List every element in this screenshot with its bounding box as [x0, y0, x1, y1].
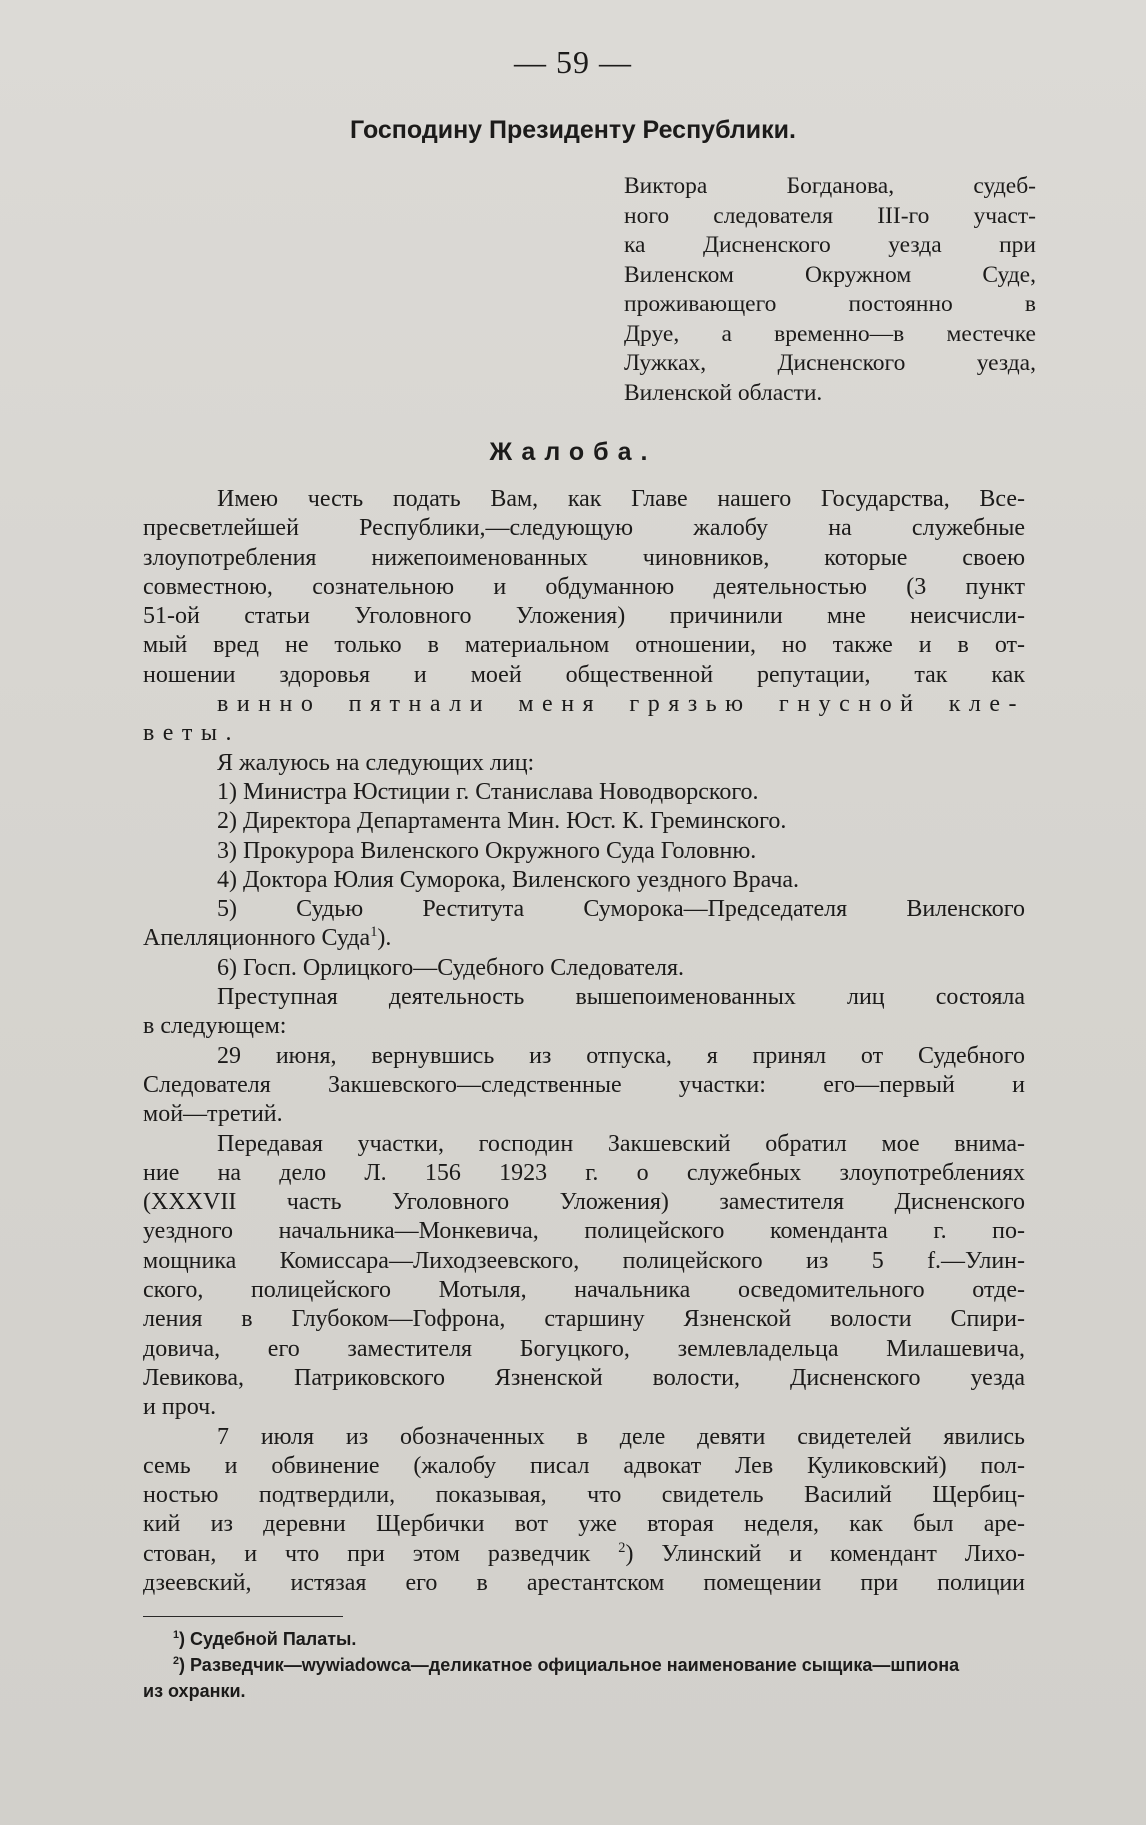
- body-line-part: стован, и что при этом разведчик: [143, 1540, 591, 1567]
- sender-block: [624, 172, 1036, 408]
- body-line: мой—третий.: [143, 1101, 283, 1128]
- footnote-mark: 1: [173, 1629, 180, 1641]
- footnote-text: Разведчик—wywiadowca—деликатное официальное наименование сыщика—шпиона: [190, 1655, 960, 1675]
- footnote-mark: 2: [173, 1655, 180, 1667]
- body-line: мый вред не только в материальном отношении, но также и в от-: [143, 632, 1025, 659]
- body-line: (XXXVII часть Уголовного Уложения) заместителя Дисненского: [143, 1189, 1025, 1216]
- body-line: дзеевский, истязая его в арестантском помещении при полиции: [143, 1569, 1025, 1596]
- body-line: мощника Комиссара—Лиходзеевского, полицейского из 5 f.—Улин-: [143, 1247, 1025, 1274]
- footnotes: [143, 1626, 1025, 1704]
- body-line: в следующем:: [143, 1013, 287, 1040]
- body-line: ностью подтвердили, показывая, что свидетель Василий Щербиц-: [143, 1482, 1025, 1509]
- footnote-2: $^2$) Разведчик—wywiadowca—деликатное официальное наименование сыщика—шпиона: [173, 1655, 960, 1675]
- body-line: и проч.: [143, 1394, 217, 1421]
- body-line: 29 июня, вернувшись из отпуска, я принял от Судебного: [217, 1042, 1025, 1069]
- sender-line: Виленской области.: [624, 379, 823, 406]
- body-line-part: Улинский и комендант Лихо-: [661, 1540, 1025, 1567]
- sender-line: ка Дисненского уезда при: [624, 232, 1036, 258]
- body-line: ние на дело Л. 156 1923 г. о служебных злоупотреблениях: [143, 1159, 1025, 1186]
- complaint-body: [143, 485, 1025, 1598]
- accused-item: 2) Директора Департамента Мин. Юст. К. Греминского.: [217, 808, 787, 835]
- body-line: Преступная деятельность вышепоименованных лиц состояла: [217, 984, 1025, 1011]
- body-line: довича, его заместителя Богуцкого, землевладельца Милашевича,: [143, 1335, 1025, 1362]
- body-line: Следователя Закшевского—следственные участки: его—первый и: [143, 1071, 1025, 1098]
- accused-item: 3) Прокурора Виленского Окружного Суда Головню.: [217, 837, 757, 864]
- sender-line: ного следователя III-го участ-: [624, 202, 1036, 229]
- body-line: веты.: [143, 720, 240, 747]
- body-line: ского, полицейского Мотыля, начальника осведомительного отде-: [143, 1277, 1025, 1304]
- body-line: винно пятнали меня грязью гнусной кле-: [217, 691, 1025, 718]
- body-line: ношении здоровья и моей общественной репутации, так как: [143, 661, 1025, 688]
- body-line: семь и обвинение (жалобу писал адвокат Лев Куликовский) пол-: [143, 1452, 1025, 1479]
- sender-line: Друе, а временно—в местечке: [624, 320, 1036, 347]
- accused-item: 1) Министра Юстиции г. Станислава Новодворского.: [217, 778, 759, 805]
- footnote-1: $^1$) Судебной Палаты.: [173, 1629, 357, 1649]
- footnote-2-cont: из охранки.: [143, 1681, 246, 1701]
- footnote-text: Судебной Палаты.: [190, 1629, 357, 1649]
- footnote-ref: 1: [370, 924, 378, 941]
- footnote-divider: [143, 1616, 343, 1617]
- body-line: уездного начальника—Монкевича, полицейского коменданта г. по-: [143, 1218, 1025, 1245]
- accused-intro: Я жалуюсь на следующих лиц:: [217, 749, 535, 776]
- body-line: 7 июля из обозначенных в деле девяти свидетелей явились: [217, 1423, 1025, 1450]
- accused-item: 4) Доктора Юлия Суморока, Виленского уездного Врача.: [217, 866, 800, 893]
- footnote-ref: 2: [618, 1539, 626, 1556]
- body-line: Имею честь подать Вам, как Главе нашего Государства, Все-: [217, 486, 1025, 512]
- page-number: — 59 —: [514, 44, 632, 80]
- addressee-heading: Господину Президенту Республики.: [350, 116, 796, 144]
- accused-item: 6) Госп. Орлицкого—Судебного Следователя.: [217, 954, 685, 981]
- body-line: совместною, сознательною и обдуманною деятельностью (3 пункт: [143, 573, 1025, 600]
- accused-item-cont-text: Апелляционного Суда: [143, 925, 371, 952]
- body-line: Передавая участки, господин Закшевский обратил мое внима-: [217, 1130, 1025, 1157]
- body-line-with-ref: стован, и что при этом разведчик $^2$) Улинский и комендант Лихо-: [143, 1539, 1025, 1567]
- body-line: ления в Глубоком—Гофрона, старшину Язненской волости Спири-: [143, 1306, 1025, 1333]
- complaint-title: Жалоба.: [489, 438, 657, 466]
- accused-item-cont: Апелляционного Суда$^1$).: [143, 924, 392, 952]
- body-line: пресветлейшей Республики,—следующую жалобу на служебные: [143, 515, 1025, 542]
- sender-line: Лужках, Дисненского уезда,: [624, 350, 1036, 376]
- sender-line: проживающего постоянно в: [624, 291, 1036, 317]
- body-line: кий из деревни Щербички вот уже вторая неделя, как был аре-: [143, 1511, 1025, 1538]
- accused-item: 5) Судью Реститута Суморока—Председателя Виленского: [217, 896, 1025, 923]
- body-line: Левикова, Патриковского Язненской волости, Дисненского уезда: [143, 1364, 1025, 1391]
- sender-line: Виктора Богданова, судеб-: [624, 173, 1036, 199]
- body-line: 51-ой статьи Уголовного Уложения) причинили мне неисчисли-: [143, 603, 1025, 630]
- body-line: злоупотребления нижепоименованных чиновников, которые своею: [143, 544, 1025, 571]
- sender-line: Виленском Окружном Суде,: [624, 261, 1036, 288]
